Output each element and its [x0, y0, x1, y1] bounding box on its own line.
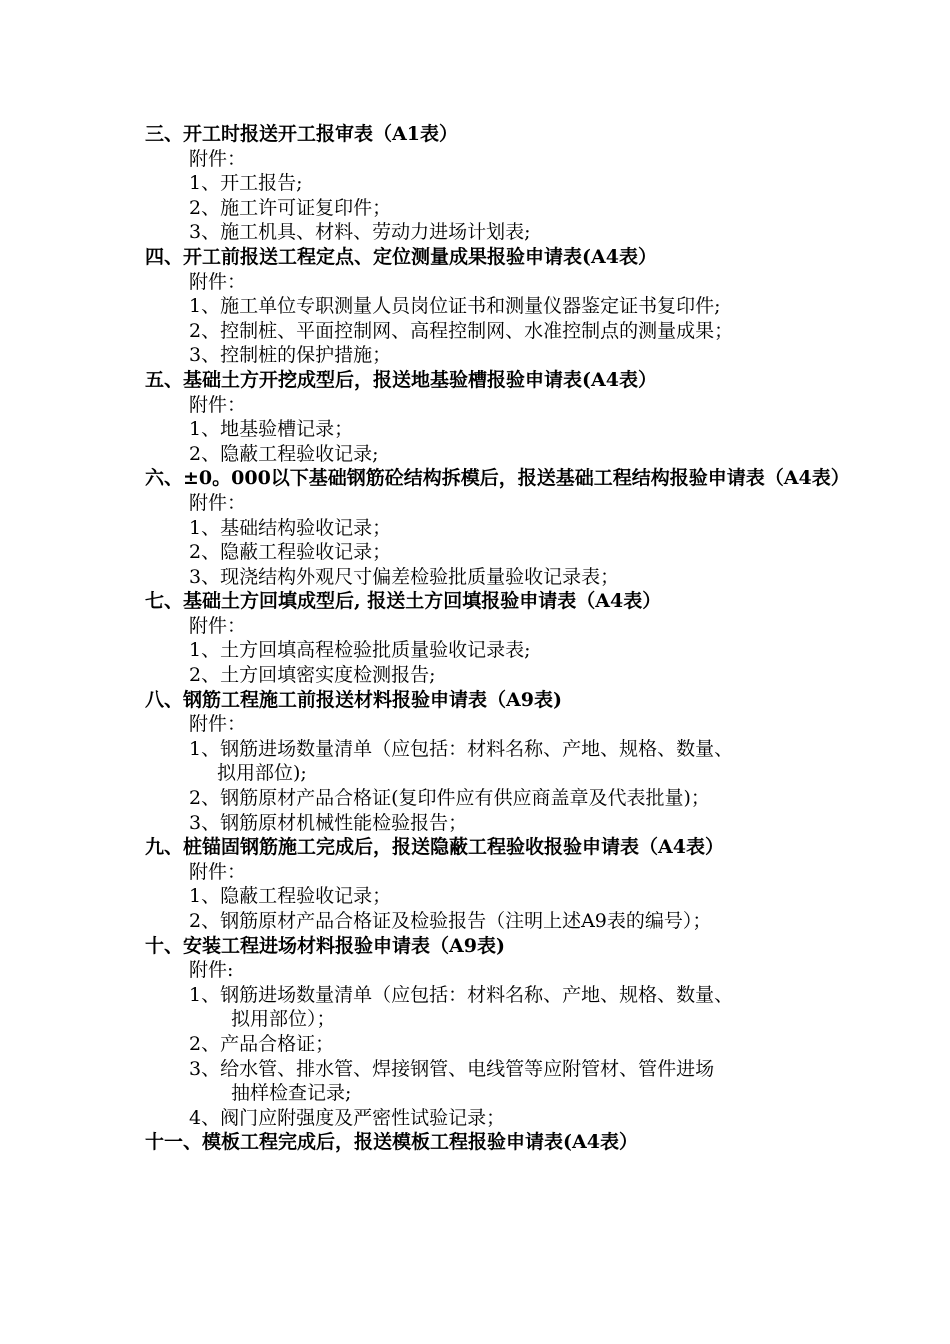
document-body	[145, 122, 850, 1155]
list-item: 2、隐蔽工程验收记录；	[189, 541, 392, 564]
list-item: 2、施工许可证复印件；	[189, 196, 392, 219]
list-item: 2、钢筋原材产品合格证(复印件应有供应商盖章及代表批量)；	[189, 787, 710, 810]
attachment-label: 附件：	[189, 614, 247, 637]
list-item: 3、给水管、排水管、焊接钢管、电线管等应附管材、管件进场	[189, 1057, 715, 1080]
section-heading-text: 九、桩锚固钢筋施工完成后，报送隐蔽工程验收报验申请表（A4表）	[145, 836, 724, 859]
list-item: 3、控制桩的保护措施；	[189, 344, 392, 367]
list-item: 3、钢筋原材机械性能检验报告；	[189, 811, 468, 834]
list-item: 1、隐蔽工程验收记录；	[189, 885, 392, 908]
section-heading: 十一、模板工程完成后，报送模板工程报验申请表(A4表）	[145, 1131, 638, 1154]
section-heading: 十、安装工程进场材料报验申请表（A9表)	[145, 934, 505, 957]
list-item: 1、地基验槽记录；	[189, 418, 354, 441]
section-3	[145, 122, 845, 245]
list-item: 1、钢筋进场数量清单（应包括：材料名称、产地、规格、数量、	[189, 737, 734, 760]
list-item: 4、阀门应附强度及严密性试验记录；	[189, 1106, 506, 1129]
section-10	[145, 934, 845, 1131]
list-item: 1、开工报告;	[189, 172, 303, 195]
section-9	[145, 835, 845, 933]
section-heading: 七、基础土方回填成型后, 报送土方回填报验申请表（A4表）	[145, 590, 662, 613]
list-item: 2、土方回填密实度检测报告;	[189, 664, 436, 687]
section-heading	[145, 835, 807, 860]
list-item: 2、钢筋原材产品合格证及检验报告（注明上述A9表的编号）；	[189, 910, 712, 932]
section-heading: 六、±0。000以下基础钢筋砼结构拆模后，报送基础工程结构报验申请表（A4表）	[145, 467, 850, 490]
section-11	[145, 1130, 845, 1155]
list-item: 1、施工单位专职测量人员岗位证书和测量仪器鉴定证书复印件;	[189, 295, 721, 318]
section-8	[145, 688, 845, 836]
section-heading: 三、开工时报送开工报审表（A1表）	[145, 123, 458, 145]
list-item: 1、基础结构验收记录；	[189, 516, 392, 539]
attachment-label: 附件：	[189, 147, 247, 170]
list-item-continuation: 抽样检查记录;	[231, 1082, 352, 1105]
section-6	[145, 466, 850, 589]
attachment-label: 附件：	[189, 270, 247, 293]
section-5	[145, 368, 845, 466]
section-4	[145, 245, 845, 368]
list-item: 1、土方回填高程检验批质量验收记录表;	[189, 639, 531, 662]
list-item-continuation: 拟用部位）；	[231, 1008, 336, 1031]
list-item: 2、产品合格证；	[189, 1032, 335, 1055]
section-heading: 四、开工前报送工程定点、定位测量成果报验申请表(A4表）	[145, 245, 657, 268]
list-item-continuation: 拟用部位);	[217, 762, 307, 785]
attachment-label: 附件：	[189, 393, 247, 416]
list-item: 2、隐蔽工程验收记录;	[189, 442, 379, 465]
attachment-label: 附件：	[189, 491, 247, 514]
list-item: 3、现浇结构外观尺寸偏差检验批质量验收记录表；	[189, 565, 620, 588]
section-heading: 八、钢筋工程施工前报送材料报验申请表（A9表)	[145, 688, 562, 711]
attachment-label: 附件：	[189, 860, 247, 883]
list-item: 3、施工机具、材料、劳动力进场计划表;	[189, 221, 531, 244]
attachment-label: 附件:	[189, 959, 234, 982]
list-item: 2、控制桩、平面控制网、高程控制网、水准控制点的测量成果；	[189, 319, 734, 342]
section-7	[145, 589, 845, 687]
attachment-label: 附件：	[189, 713, 247, 736]
list-item: 1、钢筋进场数量清单（应包括：材料名称、产地、规格、数量、	[189, 983, 734, 1006]
section-heading: 五、基础土方开挖成型后，报送地基验槽报验申请表(A4表）	[145, 368, 657, 391]
